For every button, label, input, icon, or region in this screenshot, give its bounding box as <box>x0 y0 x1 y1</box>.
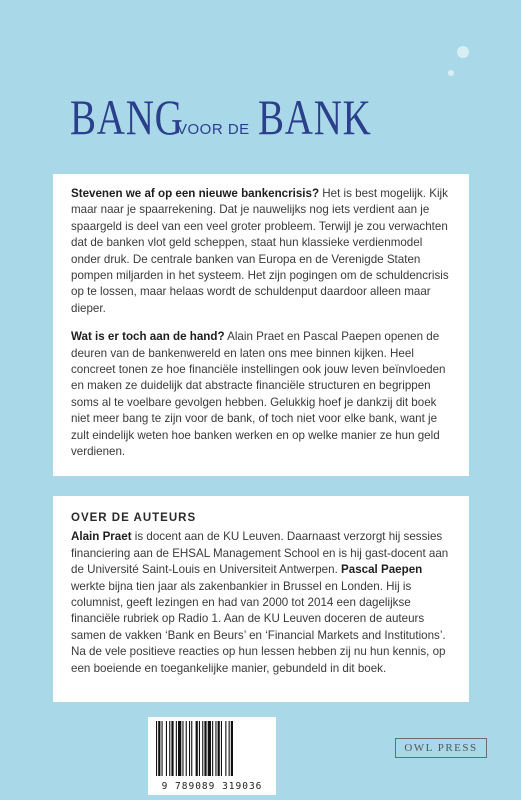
authors-panel <box>53 496 469 702</box>
isbn-barcode <box>148 717 276 795</box>
author-name: Alain Praet <box>71 530 132 544</box>
decorative-bubble <box>457 46 469 58</box>
isbn-number: 9 789089 319036 <box>161 781 263 792</box>
author-bio-text: is docent aan de KU Leuven. Daarnaast verzorgt hij sessies financiering aan de EHSAL Management School en is hij gast-docent aan de Université Saint-Louis en Universiteit Antwerpen. <box>71 530 449 577</box>
blurb-lead: Wat is er toch aan de hand? <box>71 330 225 344</box>
title-connector: VOOR DE <box>177 121 250 138</box>
author-name: Pascal Paepen <box>341 563 423 577</box>
decorative-bubble <box>448 70 454 76</box>
authors-heading: OVER DE AUTEURS <box>71 512 197 524</box>
author-bio-text: werkte bijna tien jaar als zakenbankier in Brussel en Londen. Hij is columnist, geeft lezingen en had van 2000 tot 2014 een dagelijkse financiële rubriek op Radio 1. Aan de KU Leuven doceren de auteurs samen de vakken ‘Bank en Beurs’ en ‘Financial Markets and Institutions’. Na de vele positieve reacties op hun lessen hebben zij nu hun kennis, op een boeiende en toegankelijke manier, gebundeld in dit boek. <box>71 579 446 675</box>
publisher-logo: OWL PRESS <box>395 738 487 758</box>
blurb-paragraph <box>71 186 449 317</box>
blurb-lead: Stevenen we af op een nieuwe bankencrisis? <box>71 187 320 200</box>
blurb-panel <box>53 174 469 476</box>
title-word-bang: BANG <box>70 89 184 145</box>
barcode-bars <box>156 721 268 776</box>
blurb-paragraph <box>71 329 449 460</box>
authors-bio <box>71 529 449 677</box>
title-word-bank: BANK <box>257 89 372 145</box>
blurb-body: Alain Praet en Pascal Paepen openen de deuren van de bankenwereld en laten ons mee binnen kijken. Heel concreet tonen ze hoe financiële instellingen ook jouw leven beïnvloeden en maken ze duidelijk dat abstracte financiële structuren en begrippen soms al te voelbare gevolgen hebben. Gelukkig hoef je dankzij dit boek niet meer bang te zijn voor de bank, of toch niet voor elke bank, want je zult eindelijk weten hoe banken werken en op welke manier ze hun geld verdienen. <box>71 330 446 459</box>
blurb-body: Het is best mogelijk. Kijk maar naar je spaarrekening. Dat je nauwelijks nog iets verdient aan je spaargeld is deel van een veel groter probleem. Terwijl je zou verwachten dat de banken vlot geld scheppen, staat hun klassieke verdienmodel onder druk. De centrale banken van Europa en de Verenigde Staten pompen miljarden in het systeem. Het zijn pogingen om de schuldencrisis op te lossen, maar helaas wordt de schuldenput daardoor alleen maar dieper. <box>71 187 449 315</box>
book-title <box>70 88 403 148</box>
